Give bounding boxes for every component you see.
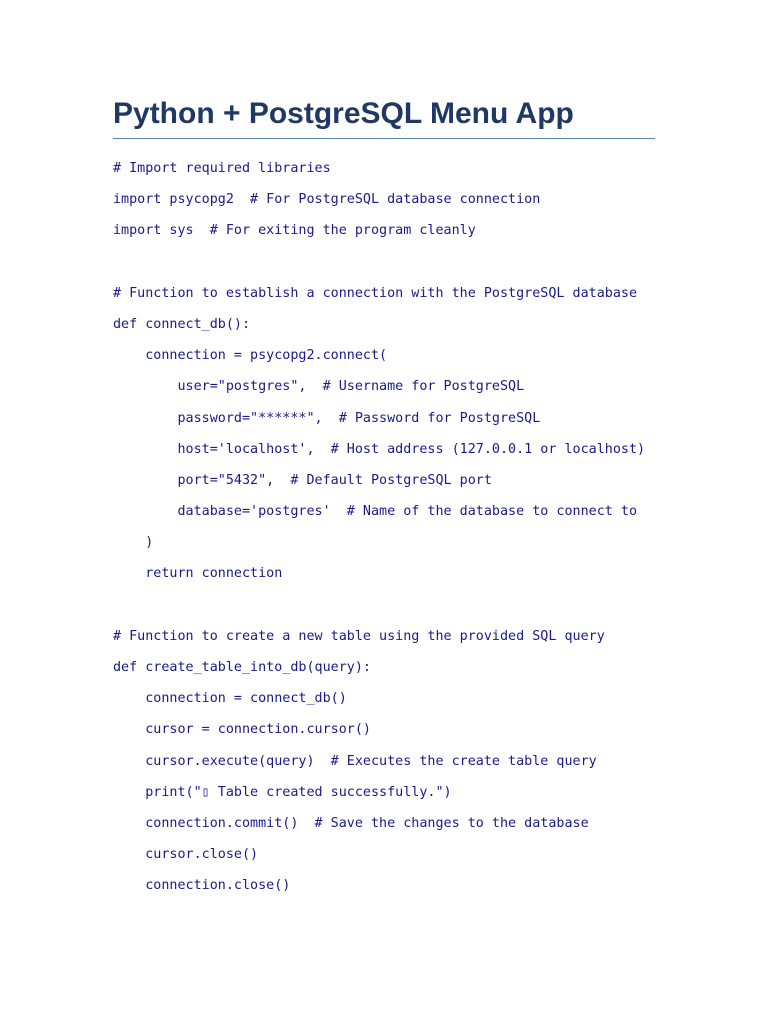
title-divider — [113, 138, 655, 139]
code-line: # Import required libraries — [113, 161, 331, 176]
code-line: cursor = connection.cursor() — [113, 722, 371, 738]
code-line: connection.close() — [113, 878, 291, 894]
code-line: connection.commit() # Save the changes to the database — [113, 815, 589, 831]
code-line — [113, 590, 655, 621]
code-line: def connect_db(): — [113, 316, 251, 332]
code-block — [113, 153, 655, 902]
code-line: print("▯ Table created successfully.") — [113, 784, 452, 800]
page-title: Python + PostgreSQL Menu App — [113, 97, 574, 130]
code-line: password="******", # Password for PostgreSQL — [113, 410, 541, 426]
code-line: return connection — [113, 566, 283, 582]
code-line: host='localhost', # Host address (127.0.0.1 or localhost) — [113, 441, 646, 457]
code-line: port="5432", # Default PostgreSQL port — [113, 472, 492, 488]
code-line: connection = psycopg2.connect( — [113, 348, 388, 364]
code-line: user="postgres", # Username for PostgreSQL — [113, 379, 525, 395]
document-page — [113, 96, 655, 902]
code-line: import psycopg2 # For PostgreSQL database connection — [113, 192, 541, 208]
code-line: # Function to create a new table using the provided SQL query — [113, 628, 605, 644]
code-line: database='postgres' # Name of the database to connect to — [113, 504, 638, 520]
code-line: def create_table_into_db(query): — [113, 660, 371, 675]
code-line: connection = connect_db() — [113, 691, 347, 707]
code-line: ) — [113, 535, 154, 551]
code-line — [113, 247, 655, 278]
code-line: cursor.execute(query) # Executes the create table query — [113, 753, 597, 769]
code-line: cursor.close() — [113, 847, 259, 863]
code-line: # Function to establish a connection with the PostgreSQL database — [113, 285, 638, 301]
code-line: import sys # For exiting the program cleanly — [113, 223, 476, 239]
